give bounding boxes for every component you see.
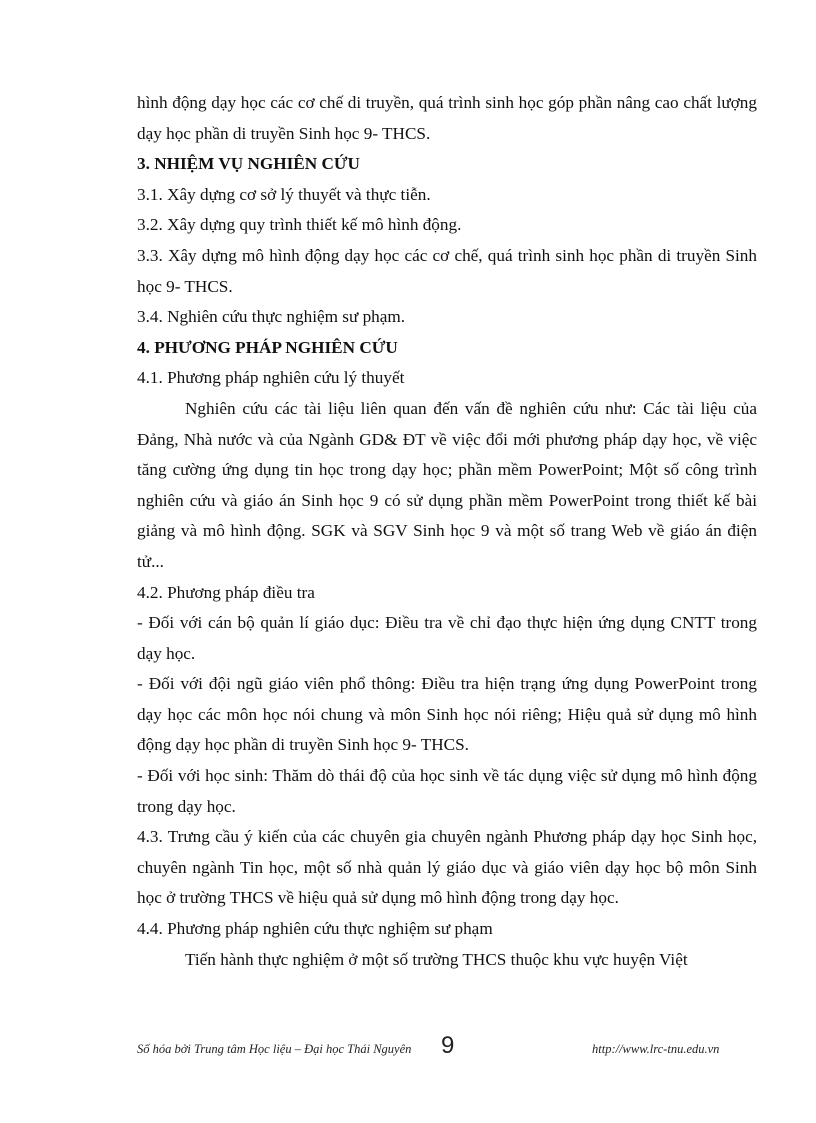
list-item-3-2: 3.2. Xây dựng quy trình thiết kế mô hình động. [137,215,462,235]
subheading-4-2: 4.2. Phương pháp điều tra [137,582,315,602]
page-footer [137,1032,757,1064]
body-text [137,88,757,975]
section-heading-4: 4. PHƯƠNG PHÁP NGHIÊN CỨU [137,337,398,357]
section-heading-3: 3. NHIỆM VỤ NGHIÊN CỨU [137,154,360,174]
footer-url: http://www.lrc-tnu.edu.vn [592,1042,720,1056]
subheading-4-1: 4.1. Phương pháp nghiên cứu lý thuyết [137,368,405,388]
paragraph-4-3: 4.3. Trưng cầu ý kiến của các chuyên gia chuyên ngành Phương pháp dạy học Sinh học, chuyên ngành Tin học, một số nhà quản lý giáo dục và giáo viên dạy học bộ môn Sinh học ở trường THCS về hiệu quả sử dụng mô hình động trong dạy học. [137,827,757,908]
bullet-students: - Đối với học sinh: Thăm dò thái độ của học sinh về tác dụng việc sử dụng mô hình động trong dạy học. [137,766,757,816]
page-number: 9 [441,1032,455,1059]
list-item-3-3: 3.3. Xây dựng mô hình động dạy học các cơ chế, quá trình sinh học phần di truyền Sinh học 9- THCS. [137,245,757,296]
paragraph-4-1-body: Nghiên cứu các tài liệu liên quan đến vấn đề nghiên cứu như: Các tài liệu của Đảng, Nhà nước và của Ngành GD& ĐT về việc đổi mới phương pháp dạy học, về việc tăng cường ứng dụng tin học trong dạy học; phần mềm PowerPoint; Một số công trình nghiên cứu và giáo án Sinh học 9 có sử dụng phần mềm PowerPoint trong thiết kế bài giảng và mô hình động. SGK và SGV Sinh học 9 và một số trang Web về giáo án điện tử... [137,398,757,571]
list-item-3-1: 3.1. Xây dựng cơ sở lý thuyết và thực tiễn. [137,184,431,204]
footer-source: Số hóa bởi Trung tâm Học liệu – Đại học Thái Nguyên [137,1042,412,1056]
bullet-teachers: - Đối với đội ngũ giáo viên phổ thông: Điều tra hiện trạng ứng dụng PowerPoint trong dạy học các môn học nói chung và môn Sinh học nói riêng; Hiệu quả sử dụng mô hình động dạy học phần di truyền Sinh học 9- THCS. [137,674,757,755]
paragraph-4-4-body: Tiến hành thực nghiệm ở một số trường THCS thuộc khu vực huyện Việt [185,949,688,969]
list-item-3-4: 3.4. Nghiên cứu thực nghiệm sư phạm. [137,307,406,327]
subheading-4-4: 4.4. Phương pháp nghiên cứu thực nghiệm sư phạm [137,919,493,939]
paragraph-intro: hình động dạy học các cơ chế di truyền, quá trình sinh học góp phần nâng cao chất lượng dạy học phần di truyền Sinh học 9- THCS. [137,93,757,143]
bullet-managers: - Đối với cán bộ quản lí giáo dục: Điều tra về chỉ đạo thực hiện ứng dụng CNTT trong dạy học. [137,613,757,663]
